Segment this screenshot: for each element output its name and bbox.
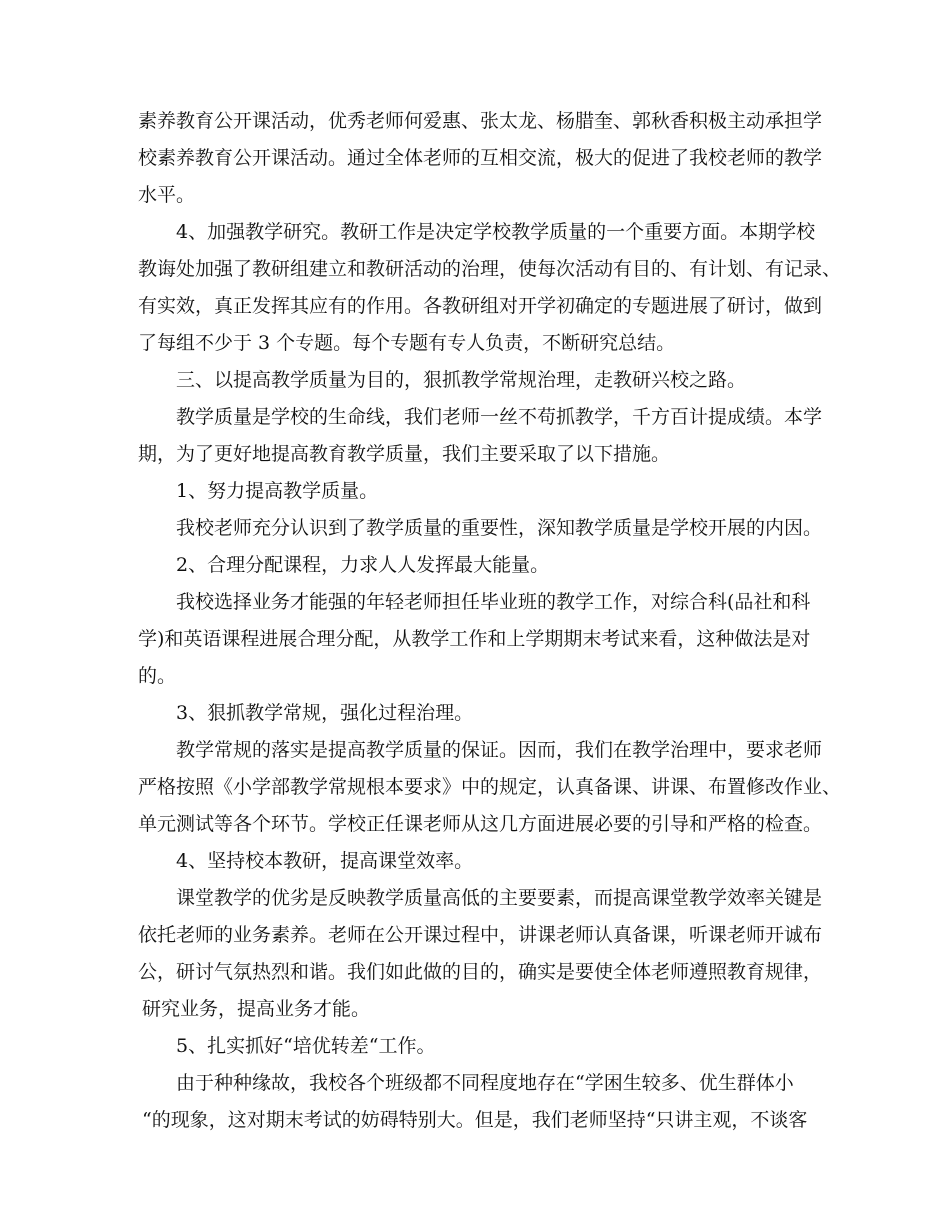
text-line-1: 素养教育公开课活动，优秀老师何爱惠、张太龙、杨腊奎、郭秋香积极主动承担学 xyxy=(138,110,823,132)
text-line-11: 1、努力提高教学质量。 xyxy=(176,480,379,502)
text-line-12: 我校老师充分认识到了教学质量的重要性，深知教学质量是学校开展的内因。 xyxy=(176,517,823,539)
text-line-17: 3、狠抓教学常规，强化过程治理。 xyxy=(176,702,474,724)
text-line-28: “的现象，这对期末考试的妨碍特别大。但是，我们老师坚持“只讲主观，不谈客 xyxy=(142,1109,808,1131)
text-line-3: 水平。 xyxy=(138,184,196,206)
text-line-7: 了每组不少于 3 个专题。每个专题有专人负责，不断研究总结。 xyxy=(138,332,676,354)
text-line-16: 的。 xyxy=(138,665,177,687)
text-line-9: 教学质量是学校的生命线，我们老师一丝不苟抓教学，千方百计提成绩。本学 xyxy=(176,406,823,428)
text-line-24: 公，研讨气氛热烈和谐。我们如此做的目的，确实是要使全体老师遵照教育规律， xyxy=(138,961,823,983)
text-line-13: 2、合理分配课程，力求人人发挥最大能量。 xyxy=(176,554,550,576)
text-line-26: 5、扎实抓好“培优转差“工作。 xyxy=(176,1035,436,1057)
text-line-27: 由于种种缘故，我校各个班级都不同程度地存在“学困生较多、优生群体小 xyxy=(176,1072,794,1094)
text-line-4: 4、加强教学研究。教研工作是决定学校教学质量的一个重要方面。本期学校 xyxy=(176,221,816,243)
text-line-22: 课堂教学的优劣是反映教学质量高低的主要要素，而提高课堂教学效率关键是 xyxy=(176,887,823,909)
text-line-5: 教诲处加强了教研组建立和教研活动的治理，使每次活动有目的、有计划、有记录、 xyxy=(138,258,842,280)
text-line-18: 教学常规的落实是提高教学质量的保证。因而，我们在教学治理中，要求老师 xyxy=(176,739,823,761)
text-line-14: 我校选择业务才能强的年轻老师担任毕业班的教学工作，对综合科(品社和科 xyxy=(176,591,811,613)
text-line-25: 研究业务，提高业务才能。 xyxy=(142,998,371,1020)
text-line-8: 三、以提高教学质量为目的，狠抓教学常规治理，走教研兴校之路。 xyxy=(176,369,747,391)
text-line-23: 依托老师的业务素养。老师在公开课过程中，讲课老师认真备课，听课老师开诚布 xyxy=(138,924,823,946)
text-line-6: 有实效，真正发挥其应有的作用。各教研组对开学初确定的专题进展了研讨，做到 xyxy=(138,295,823,317)
text-line-21: 4、坚持校本教研，提高课堂效率。 xyxy=(176,850,474,872)
text-line-15: 学)和英语课程进展合理分配，从教学工作和上学期期末考试来看，这种做法是对 xyxy=(138,628,811,650)
text-line-19: 严格按照《小学部教学常规根本要求》中的规定，认真备课、讲课、布置修改作业、 xyxy=(138,776,842,798)
text-line-10: 期，为了更好地提高教育教学质量，我们主要采取了以下措施。 xyxy=(138,443,671,465)
text-line-2: 校素养教育公开课活动。通过全体老师的互相交流，极大的促进了我校老师的教学 xyxy=(138,147,823,169)
text-line-20: 单元测试等各个环节。学校正任课老师从这几方面进展必要的引导和严格的检查。 xyxy=(138,813,823,835)
